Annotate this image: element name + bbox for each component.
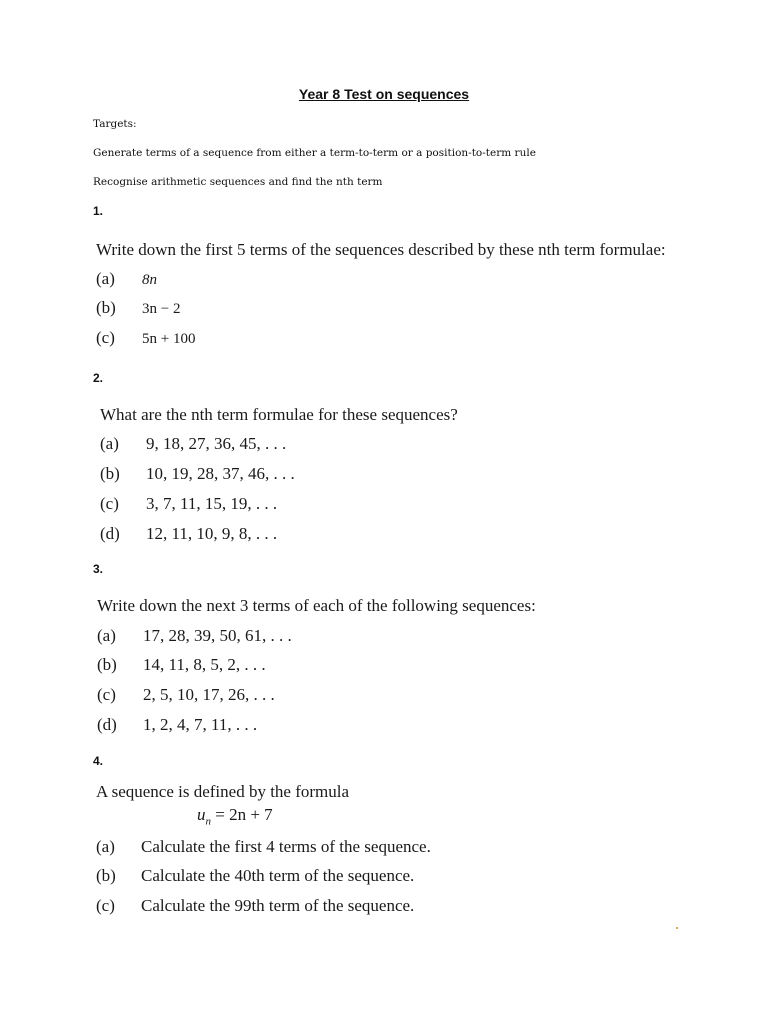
scan-mark [676, 927, 678, 929]
question-3-stem: Write down the next 3 terms of each of the following sequences: [97, 596, 536, 615]
part-text: 8n [142, 272, 157, 288]
question-1-part-b [96, 298, 180, 318]
part-label: (a) [100, 434, 119, 453]
part-text: 9, 18, 27, 36, 45, . . . [146, 434, 287, 453]
question-2-part-a [100, 434, 286, 454]
part-label: (c) [96, 896, 115, 915]
question-1-part-a [96, 269, 157, 289]
formula-rhs: = 2n + 7 [215, 805, 273, 824]
question-2-part-b [100, 464, 295, 484]
part-text: 17, 28, 39, 50, 61, . . . [143, 626, 292, 645]
question-3-number: 3. [93, 562, 104, 576]
part-label: (c) [96, 328, 115, 347]
part-label: (d) [100, 524, 120, 543]
part-text: 1, 2, 4, 7, 11, . . . [143, 715, 258, 734]
question-3-part-a [97, 626, 292, 646]
part-text: 3n − 2 [142, 301, 181, 317]
part-label: (a) [97, 626, 116, 645]
question-3-part-c [97, 685, 275, 705]
part-label: (a) [96, 269, 115, 288]
question-4-part-c [96, 896, 414, 916]
targets-heading: Targets: [93, 118, 137, 130]
question-4-formula [197, 805, 273, 827]
page-title [0, 86, 768, 102]
part-text: 12, 11, 10, 9, 8, . . . [146, 524, 278, 543]
part-text: 10, 19, 28, 37, 46, . . . [146, 464, 295, 483]
part-text: Calculate the 99th term of the sequence. [141, 896, 415, 915]
question-3-part-d [97, 715, 257, 735]
part-text: 5n + 100 [142, 331, 196, 347]
part-label: (b) [97, 655, 117, 674]
part-text: 14, 11, 8, 5, 2, . . . [143, 655, 266, 674]
target-line-2: Recognise arithmetic sequences and find the nth term [93, 176, 383, 188]
question-2-part-c [100, 494, 277, 514]
formula-lhs: u [197, 805, 206, 824]
part-label: (c) [100, 494, 119, 513]
question-2-stem: What are the nth term formulae for these sequences? [100, 405, 458, 424]
question-2-number: 2. [93, 371, 104, 385]
part-text: Calculate the first 4 terms of the sequence. [141, 837, 431, 856]
question-4-stem: A sequence is defined by the formula [96, 782, 350, 801]
formula-subscript: n [205, 815, 211, 828]
question-3-part-b [97, 655, 266, 675]
part-label: (b) [96, 298, 116, 317]
part-text: 3, 7, 11, 15, 19, . . . [146, 494, 278, 513]
part-text: Calculate the 40th term of the sequence. [141, 866, 415, 885]
title-text: Year 8 Test on sequences [298, 86, 470, 102]
question-4-number: 4. [93, 754, 104, 768]
part-label: (b) [100, 464, 120, 483]
question-1-number: 1. [93, 204, 104, 218]
part-text: 2, 5, 10, 17, 26, . . . [143, 685, 275, 704]
part-label: (b) [96, 866, 116, 885]
part-label: (c) [97, 685, 116, 704]
part-label: (d) [97, 715, 117, 734]
question-4-part-a [96, 837, 431, 857]
part-label: (a) [96, 837, 115, 856]
question-1-part-c [96, 328, 195, 348]
question-4-part-b [96, 866, 414, 886]
target-line-1: Generate terms of a sequence from either a term-to-term or a position-to-term rule [93, 147, 536, 159]
question-2-part-d [100, 524, 277, 544]
question-1-stem: Write down the first 5 terms of the sequences described by these nth term formulae: [96, 240, 666, 259]
